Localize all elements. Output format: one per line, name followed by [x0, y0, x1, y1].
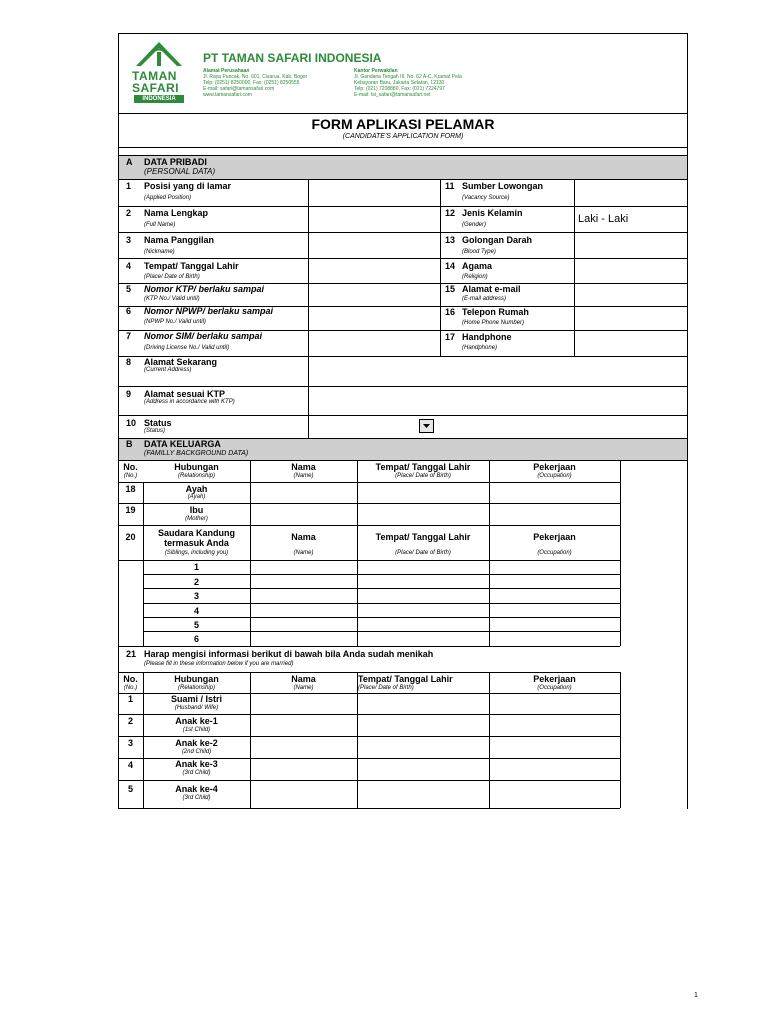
col-header-name: Nama [291, 462, 316, 472]
sim-input[interactable] [309, 331, 439, 355]
row-sublabel: (Blood Type) [462, 249, 496, 255]
sibling-row-no: 1 [193, 562, 199, 572]
row-sublabel: (Religion) [462, 274, 488, 280]
siblings-pob-header: Tempat/ Tanggal Lahir [375, 532, 471, 542]
logo-icon [128, 40, 190, 70]
mother-name-input[interactable] [251, 504, 356, 524]
row-no: 13 [445, 235, 456, 245]
married-no: 21 [126, 649, 137, 659]
mother-no: 19 [125, 505, 136, 515]
mother-occupation-input[interactable] [490, 504, 619, 524]
email-input[interactable] [575, 284, 687, 305]
section-b-letter: B [126, 439, 133, 449]
section-b-subtitle: (FAMILLY BACKGROUND DATA) [144, 450, 249, 457]
row-no: 14 [445, 261, 456, 271]
row-blood-type [440, 235, 574, 259]
row-ktp-address [118, 387, 308, 415]
father-sublabel: (Ayah) [187, 494, 206, 500]
col-header-no-sub: (No.) [123, 473, 138, 479]
row-sublabel: (Handphone) [462, 345, 498, 351]
siblings-inputs-area[interactable] [251, 561, 619, 645]
ktp-address-input[interactable] [309, 387, 687, 414]
row-no: 9 [126, 389, 132, 399]
row-sublabel: (Place/ Date of Birth) [144, 274, 200, 280]
row-label: Alamat e-mail [462, 284, 521, 294]
siblings-name-header: Nama [291, 532, 316, 542]
married-title: Harap mengisi informasi berikut di bawah bila Anda sudah menikah [144, 649, 434, 659]
father-name-input[interactable] [251, 483, 356, 502]
row-handphone [440, 332, 574, 354]
row-no: 10 [126, 418, 137, 428]
row-sublabel: (Driving License No./ Valid until) [144, 345, 230, 351]
section-a-letter: A [126, 157, 133, 167]
child1-label: Anak ke-1 [175, 716, 218, 726]
row-label: Status [144, 418, 172, 428]
spouse-no: 1 [127, 694, 133, 704]
siblings-pob-sub: (Place/ Date of Birth) [395, 550, 451, 556]
mother-pob-input[interactable] [358, 504, 488, 524]
section-a-title: DATA PRIBADI [144, 157, 207, 167]
religion-input[interactable] [575, 259, 687, 282]
row-sim [118, 331, 308, 353]
row-sublabel: (Full Name) [144, 222, 176, 228]
status-dropdown-button[interactable] [419, 419, 434, 433]
siblings-name-sub: (Name) [293, 550, 314, 556]
father-no: 18 [125, 484, 136, 494]
row-ktp [118, 284, 308, 306]
row-sublabel: (Applied Position) [144, 195, 192, 201]
mother-label: Ibu [189, 505, 204, 515]
row-sublabel: (NPWP No./ Valid until) [144, 319, 206, 325]
child3-label: Anak ke-3 [175, 759, 218, 769]
col-header-occupation: Pekerjaan [533, 462, 576, 472]
sibling-row-no: 3 [193, 591, 199, 601]
row-label: Handphone [462, 332, 512, 342]
father-occupation-input[interactable] [490, 483, 619, 502]
row-gender [440, 208, 574, 232]
handphone-input[interactable] [575, 331, 687, 355]
married-col-pob: Tempat/ Tanggal Lahir [358, 674, 453, 684]
row-no: 16 [445, 307, 456, 317]
col-header-occupation-sub: (Occupation) [537, 473, 572, 479]
logo-word-1: TAMAN [132, 69, 177, 83]
row-label: Nama Panggilan [144, 235, 215, 245]
row-no: 7 [126, 331, 132, 341]
row-sublabel: (Gender) [462, 222, 487, 228]
married-col-relationship-sub: (Relationship) [177, 685, 216, 691]
vacancy-source-input[interactable] [575, 180, 687, 205]
siblings-no: 20 [125, 532, 136, 542]
row-no: 8 [126, 357, 132, 367]
hq-line: Telp: (0251) 8250000, Fax: (0251) 8250555 [203, 80, 300, 86]
married-col-name: Nama [291, 674, 316, 684]
gender-select[interactable] [575, 207, 687, 231]
married-col-no-sub: (No.) [123, 685, 138, 691]
row-label: Alamat sesuai KTP [144, 389, 226, 399]
row-sublabel: (Nickname) [144, 249, 175, 255]
married-col-no: No. [123, 674, 138, 684]
row-no: 12 [445, 208, 456, 218]
npwp-input[interactable] [309, 307, 439, 329]
col-header-pob-sub: (Place/ Date of Birth) [395, 473, 451, 479]
sibling-row-no: 6 [193, 634, 199, 644]
company-logo [128, 40, 190, 106]
child1-no: 2 [127, 716, 133, 726]
child4-label: Anak ke-4 [175, 784, 218, 794]
married-col-occupation-sub: (Occupation) [537, 685, 572, 691]
row-current-address [118, 356, 308, 386]
row-email [440, 284, 574, 306]
row-vacancy-source [440, 181, 574, 205]
row-label: Nama Lengkap [144, 208, 209, 218]
row-label: Tempat/ Tanggal Lahir [144, 261, 239, 271]
status-select[interactable] [309, 416, 439, 437]
child3-sublabel: (3rd Child) [182, 770, 211, 776]
row-npwp [118, 306, 308, 328]
siblings-label-2: termasuk Anda [164, 538, 229, 548]
rep-title: Kantor Perwakilan [354, 68, 398, 74]
section-a-subtitle: (PERSONAL DATA) [144, 167, 216, 176]
siblings-label-1: Saudara Kandung [157, 528, 235, 538]
hq-line: Jl. Raya Puncak, No. 601, Cisarua, Kab. Bogor [203, 74, 308, 80]
row-no: 6 [126, 306, 132, 316]
sibling-row-no: 4 [193, 606, 199, 616]
row-label: Posisi yang di lamar [144, 181, 232, 191]
blood-type-input[interactable] [575, 233, 687, 257]
hq-address [203, 68, 307, 98]
married-sublabel: (Please fill in these information below if you are married) [144, 661, 294, 667]
row-sublabel: (Current Address) [144, 367, 192, 373]
form-title: FORM APLIKASI PELAMAR [311, 116, 495, 132]
sibling-row-no: 5 [193, 620, 199, 630]
nickname-input[interactable] [309, 233, 439, 257]
row-label: Nomor KTP/ berlaku sampai [144, 284, 265, 294]
col-header-name-sub: (Name) [293, 473, 314, 479]
row-no: 15 [445, 284, 456, 294]
rep-address [354, 68, 462, 98]
spouse-label: Suami / Istri [170, 694, 223, 704]
row-no: 4 [126, 261, 132, 271]
child3-no: 4 [127, 760, 133, 770]
married-col-pob-sub: (Place/ Date of Birth) [358, 685, 414, 691]
married-inputs-area[interactable] [251, 694, 619, 807]
hq-line: www.tamansafari.com [203, 92, 252, 98]
row-religion [440, 261, 574, 283]
father-label: Ayah [185, 484, 208, 494]
row-label: Golongan Darah [462, 235, 533, 245]
col-header-relationship-sub: (Relationship) [177, 473, 216, 479]
row-label: Nomor NPWP/ berlaku sampai [144, 306, 274, 316]
row-no: 5 [126, 284, 132, 294]
sibling-row-no: 2 [193, 577, 199, 587]
row-no: 11 [445, 181, 455, 191]
row-place-dob [118, 261, 308, 283]
form-subtitle: (CANDIDATE'S APPLICATION FORM) [342, 133, 464, 140]
row-sublabel: (Vacancy Source) [462, 195, 510, 201]
current-address-input[interactable] [309, 357, 687, 385]
married-col-relationship: Hubungan [174, 674, 219, 684]
rep-line: Kebayoran Baru, Jakarta Selatan, 12130 [354, 80, 445, 86]
row-status [118, 416, 308, 438]
child4-no: 5 [127, 784, 133, 794]
row-home-phone [440, 307, 574, 329]
row-label: Nomor SIM/ berlaku sampai [144, 331, 263, 341]
siblings-sublabel: (Siblings, including you) [164, 550, 229, 556]
applied-position-input[interactable] [309, 180, 439, 205]
place-dob-input[interactable] [309, 259, 439, 282]
section-b-title: DATA KELUARGA [144, 439, 221, 449]
col-header-pob: Tempat/ Tanggal Lahir [375, 462, 471, 472]
siblings-occupation-header: Pekerjaan [533, 532, 576, 542]
row-sublabel: (KTP No./ Valid until) [144, 296, 200, 302]
row-no: 3 [126, 235, 132, 245]
hq-title: Alamat Perusahaan [203, 68, 250, 74]
row-sublabel: (E-mail address) [462, 296, 507, 302]
row-label: Agama [462, 261, 493, 271]
rep-line: Jl. Gandaria Tengah III, No. 62 A-C, Kramat Pela [354, 74, 462, 80]
row-no: 2 [126, 208, 132, 218]
child4-sublabel: (3rd Child) [182, 795, 211, 801]
rep-line: E-mail: tsi_safari@tamansafari.net [354, 92, 431, 98]
row-label: Telepon Rumah [462, 307, 529, 317]
col-header-no: No. [123, 462, 138, 472]
child1-sublabel: (1st Child) [182, 727, 211, 733]
row-no: 1 [126, 181, 132, 191]
full-name-input[interactable] [309, 207, 439, 231]
married-col-occupation: Pekerjaan [533, 674, 576, 684]
child2-no: 3 [127, 738, 133, 748]
gender-value: Laki - Laki [578, 213, 629, 225]
rep-line: Telp: (021) 7208880, Fax: (021) 7224797 [354, 86, 445, 92]
spouse-sublabel: (Husband/ Wife) [174, 705, 219, 711]
row-label: Sumber Lowongan [462, 181, 543, 191]
mother-sublabel: (Mother) [185, 516, 208, 522]
home-phone-input[interactable] [575, 307, 687, 329]
ktp-input[interactable] [309, 284, 439, 305]
row-sublabel: (Address in accordance with KTP) [144, 399, 235, 405]
row-nickname [118, 235, 308, 259]
married-col-name-sub: (Name) [293, 685, 314, 691]
col-header-relationship: Hubungan [174, 462, 219, 472]
row-label: Alamat Sekarang [144, 357, 218, 367]
logo-word-2: SAFARI [132, 81, 180, 95]
child2-sublabel: (2nd Child) [181, 749, 212, 755]
row-applied-position [118, 181, 308, 205]
chevron-down-icon [420, 420, 433, 432]
logo-word-3: INDONESIA [134, 95, 184, 103]
siblings-occupation-sub: (Occupation) [537, 550, 572, 556]
row-no: 17 [445, 332, 456, 342]
row-sublabel: (Status) [144, 428, 166, 434]
row-full-name [118, 208, 308, 232]
company-name: PT TAMAN SAFARI INDONESIA [203, 51, 382, 65]
row-sublabel: (Home Phone Number) [462, 320, 525, 326]
hq-line: E-mail: safari@tamansafari.com [203, 86, 275, 92]
page-number: 1 [694, 992, 698, 999]
father-pob-input[interactable] [358, 483, 488, 502]
child2-label: Anak ke-2 [175, 738, 218, 748]
row-label: Jenis Kelamin [462, 208, 523, 218]
